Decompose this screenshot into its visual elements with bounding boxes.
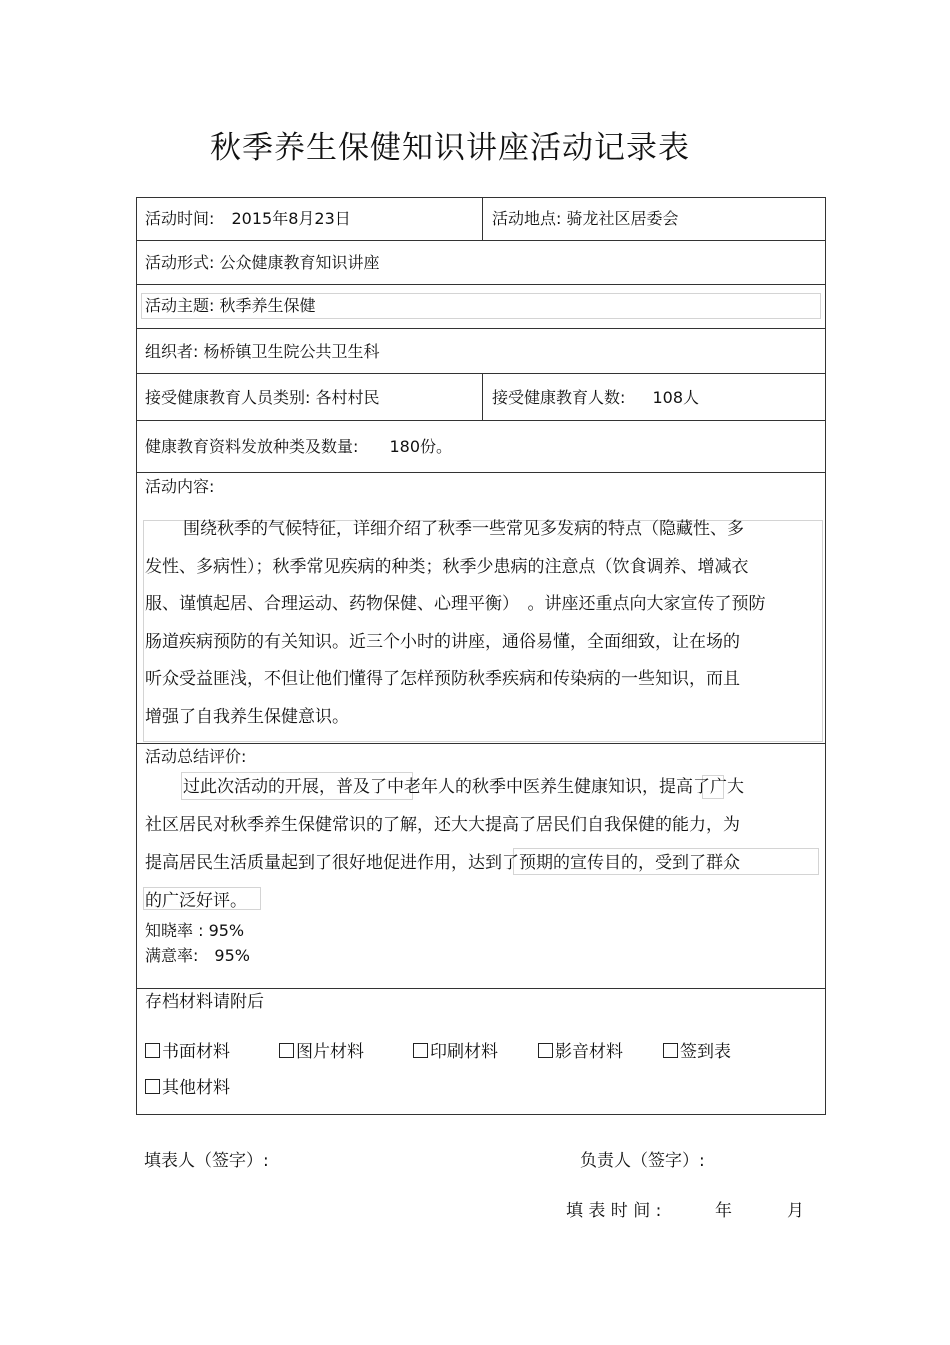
content-line: 服、谨慎起居、合理运动、药物保健、心理平衡） 。讲座还重点向大家宣传了预防 [145,594,766,614]
activity-time-label: 活动时间: [145,209,215,228]
activity-form [145,253,380,273]
fill-time-label: 填 表 时 间 : [566,1201,662,1221]
archive-option-label: 书面材料 [162,1042,230,1062]
checkbox-icon[interactable] [145,1043,160,1058]
archive-option-label: 印刷材料 [430,1042,498,1062]
row-summary [137,744,825,989]
content-line: 肠道疾病预防的有关知识。近三个小时的讲座，通俗易懂，全面细致，让在场的 [145,631,740,652]
summary-line: 提高居民生活质量起到了很好地促进作用，达到了预期的宣传目的，受到了群众 [145,853,740,873]
archive-option-signin[interactable] [663,1037,731,1062]
organizer [145,342,380,362]
month-label: 月 [787,1201,804,1221]
archive-option-written[interactable] [145,1037,230,1062]
content-line: 发性、多病性）；秋季常见疾病的种类；秋季少患病的注意点（饮食调养、增减衣 [145,556,749,577]
archive-option-label: 其他材料 [162,1078,230,1098]
materials-label: 健康教育资料发放种类及数量: [145,437,359,456]
row-organizer [137,329,825,374]
filler-signature: 填表人（签字）: [144,1151,269,1171]
archive-option-pictures[interactable] [279,1037,364,1062]
record-form [136,197,826,1115]
satisfaction-rate: 满意率: 95% [145,946,250,965]
content-paragraph [145,511,766,736]
audience-count-value: 108人 [652,388,700,407]
organizer-label: 组织者: [145,342,199,361]
page-title: 秋季养生保健知识讲座活动记录表 [210,130,690,166]
row-time-place [137,198,825,241]
content-line: 听众受益匪浅，不但让他们懂得了怎样预防秋季疾病和传染病的一些知识，而且 [145,669,740,689]
activity-place [492,209,679,229]
archive-option-other[interactable] [145,1073,230,1098]
organizer-value: 杨桥镇卫生院公共卫生科 [203,342,380,361]
row-form [137,241,825,285]
archive-label: 存档材料请附后 [145,992,264,1012]
archive-option-label: 图片材料 [296,1042,364,1062]
content-line: 增强了自我养生保健意识。 [145,706,349,727]
rates [145,918,250,968]
archive-option-label: 签到表 [680,1042,731,1062]
checkbox-icon[interactable] [279,1043,294,1058]
materials-value: 180份。 [389,437,453,456]
audience-category-value: 各村村民 [315,388,380,407]
activity-form-label: 活动形式: [145,253,215,272]
row-archive [137,989,825,1116]
content-line: 围绕秋季的气候特征，详细介绍了秋季一些常见多发病的特点（隐藏性、多 [183,519,744,539]
activity-theme-value: 秋季养生保健 [219,296,316,315]
activity-form-value: 公众健康教育知识讲座 [219,253,380,272]
row-theme [137,285,825,329]
summary-paragraph [145,768,744,920]
archive-option-printed[interactable] [413,1037,498,1062]
row-content [137,473,825,744]
awareness-rate: 知晓率 : 95% [145,921,245,940]
audience-count [492,388,699,408]
archive-option-label: 影音材料 [555,1042,623,1062]
checkbox-icon[interactable] [663,1043,678,1058]
materials [145,437,452,457]
checkbox-icon[interactable] [538,1043,553,1058]
audience-category-label: 接受健康教育人员类别: [145,388,311,407]
activity-place-value: 骑龙社区居委会 [566,209,679,228]
summary-line: 过此次活动的开展，普及了中老年人的秋季中医养生健康知识，提高了广大 [183,777,744,797]
row-audience [137,374,825,421]
content-label: 活动内容: [145,477,215,496]
audience-category [145,388,380,408]
activity-time [145,209,351,229]
summary-line: 的广泛好评。 [145,891,247,911]
checkbox-icon[interactable] [145,1079,160,1094]
activity-theme [145,296,316,316]
activity-time-value: 2015年8月23日 [231,209,351,228]
audience-count-label: 接受健康教育人数: [492,388,626,407]
summary-label: 活动总结评价: [145,747,247,766]
activity-theme-label: 活动主题: [145,296,215,315]
summary-line: 社区居民对秋季养生保健常识的了解，还大大提高了居民们自我保健的能力，为 [145,815,740,835]
checkbox-icon[interactable] [413,1043,428,1058]
activity-place-label: 活动地点: [492,209,562,228]
divider [482,198,483,240]
year-label: 年 [715,1201,732,1221]
row-materials [137,421,825,473]
divider [482,374,483,420]
archive-option-audiovisual[interactable] [538,1037,623,1062]
responsible-signature: 负责人（签字）: [580,1151,705,1171]
